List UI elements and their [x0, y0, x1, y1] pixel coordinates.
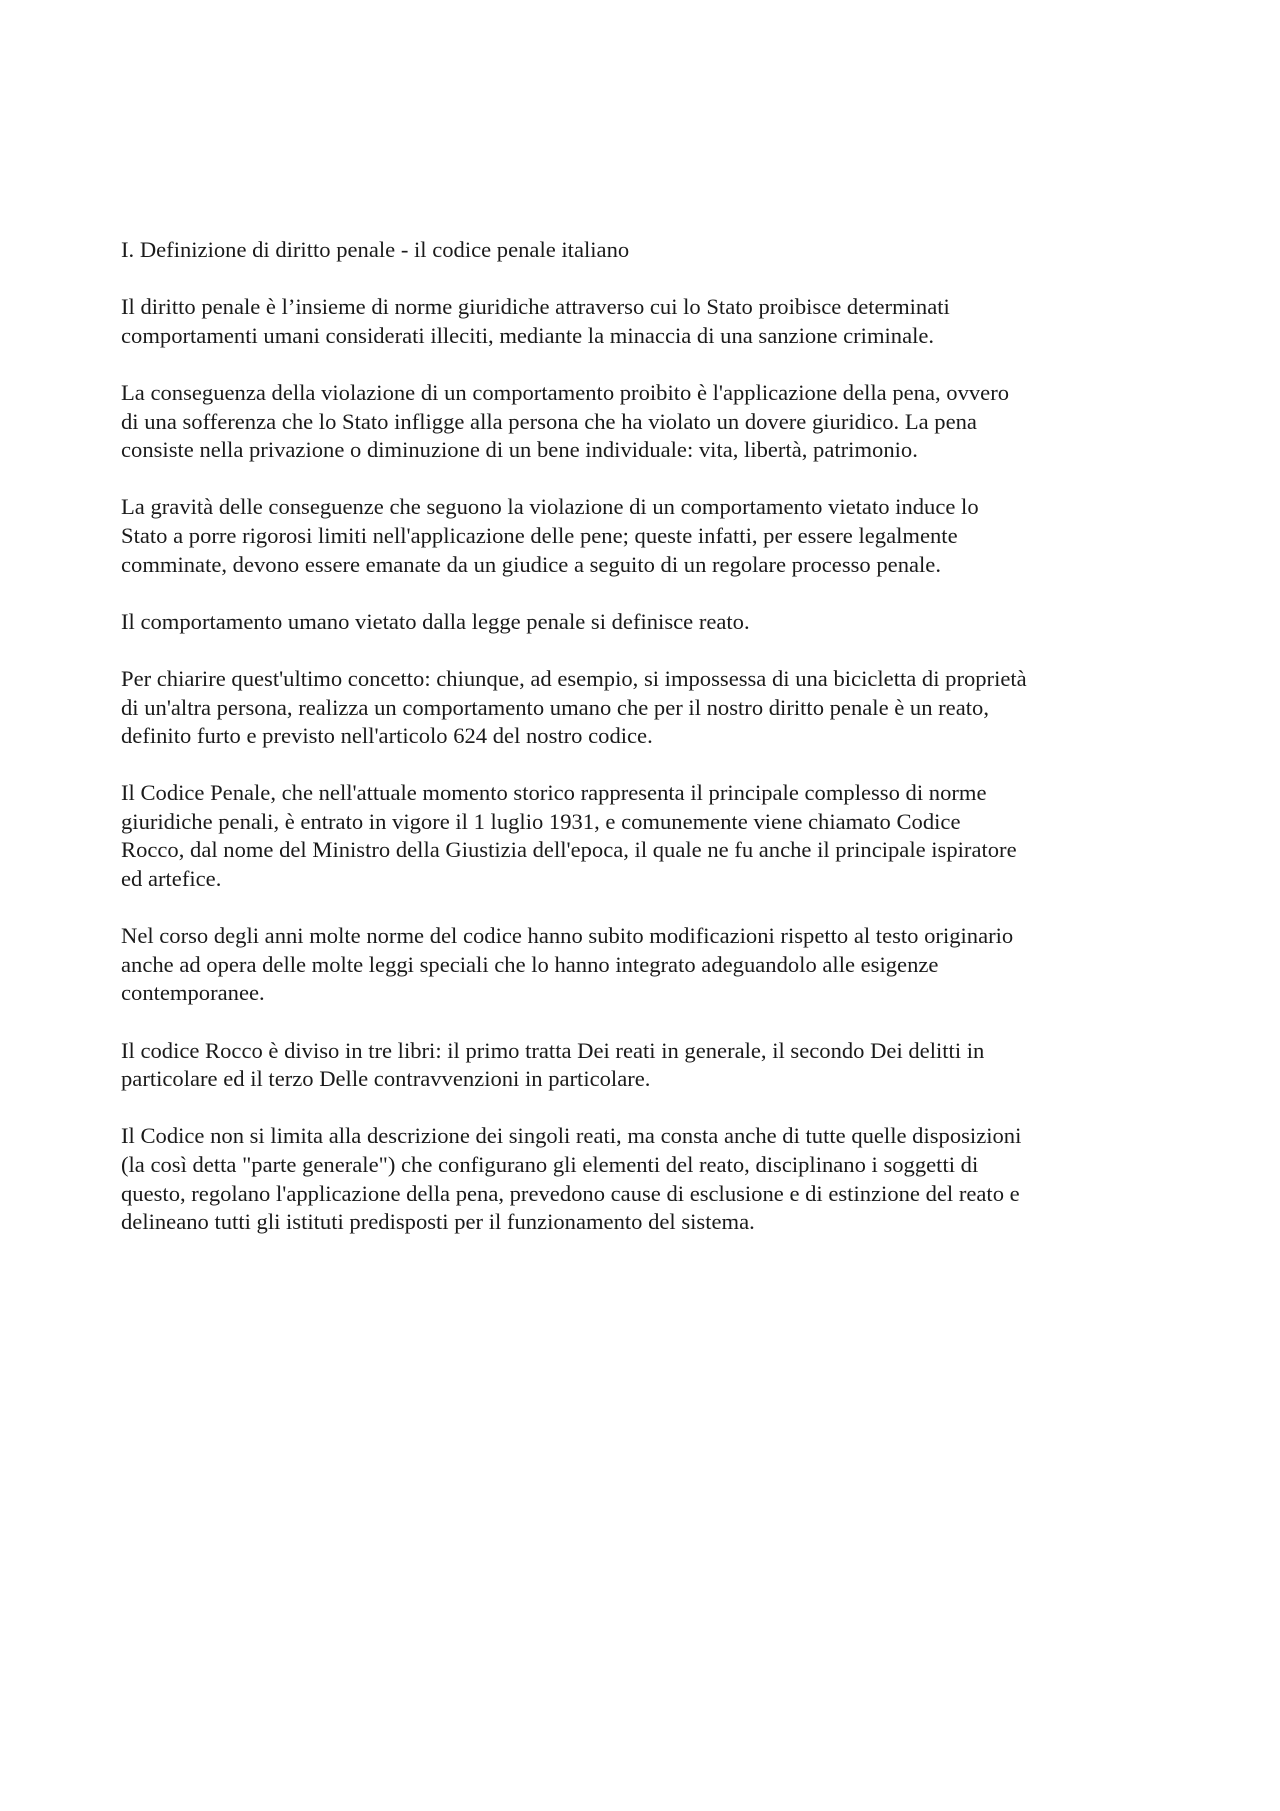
section-heading: I. Definizione di diritto penale - il codice penale italiano [121, 237, 630, 262]
text-line: La conseguenza della violazione di un comportamento proibito è l'applicazione della pena, ovvero [121, 379, 1010, 405]
text-line: Il Codice non si limita alla descrizione dei singoli reati, ma consta anche di tutte quelle disposizioni [121, 1123, 1022, 1149]
text-line: Il diritto penale è l’insieme di norme giuridiche attraverso cui lo Stato proibisce determinati [121, 294, 950, 320]
text-line: La gravità delle conseguenze che seguono la violazione di un comportamento vietato induce lo [121, 494, 979, 520]
text-line: Nel corso degli anni molte norme del codice hanno subito modificazioni rispetto al testo originario [121, 923, 1014, 949]
paragraph [121, 293, 1171, 350]
paragraph [121, 493, 1171, 579]
text-line: Il codice Rocco è diviso in tre libri: il primo tratta Dei reati in generale, il secondo Dei delitti in [121, 1037, 985, 1063]
text-line: di un'altra persona, realizza un comportamento umano che per il nostro diritto penale è un reato, [121, 694, 989, 720]
text-line: comminate, devono essere emanate da un giudice a seguito di un regolare processo penale. [121, 551, 941, 577]
paragraph [121, 1037, 1171, 1094]
text-line: questo, regolano l'applicazione della pena, prevedono cause di esclusione e di estinzione del reato e [121, 1180, 1020, 1206]
paragraph [121, 608, 1171, 637]
paragraph [121, 379, 1171, 465]
text-line: particolare ed il terzo Delle contravvenzioni in particolare. [121, 1066, 651, 1092]
text-line: Il comportamento umano vietato dalla legge penale si definisce reato. [121, 608, 750, 634]
paragraph-list [121, 293, 1171, 1237]
text-line: Per chiarire quest'ultimo concetto: chiunque, ad esempio, si impossessa di una bicicletta di proprietà [121, 665, 1027, 691]
text-line: consiste nella privazione o diminuzione di un bene individuale: vita, libertà, patrimonio. [121, 437, 918, 463]
paragraph [121, 665, 1171, 751]
document-body [121, 236, 1171, 1265]
text-line: contemporanee. [121, 980, 265, 1006]
text-line: giuridiche penali, è entrato in vigore il 1 luglio 1931, e comunemente viene chiamato Codice [121, 808, 961, 834]
text-line: delineano tutti gli istituti predisposti per il funzionamento del sistema. [121, 1209, 755, 1235]
text-line: di una sofferenza che lo Stato infligge alla persona che ha violato un dovere giuridico. La pena [121, 408, 977, 434]
text-line: Stato a porre rigorosi limiti nell'applicazione delle pene; queste infatti, per essere legalmente [121, 522, 958, 548]
paragraph [121, 1122, 1171, 1236]
text-line: ed artefice. [121, 866, 222, 892]
paragraph [121, 922, 1171, 1008]
text-line: Il Codice Penale, che nell'attuale momento storico rappresenta il principale complesso di norme [121, 780, 987, 806]
text-line: comportamenti umani considerati illeciti, mediante la minaccia di una sanzione criminale. [121, 322, 935, 348]
text-line: Rocco, dal nome del Ministro della Giustizia dell'epoca, il quale ne fu anche il principale ispiratore [121, 837, 1017, 863]
text-line: definito furto e previsto nell'articolo 624 del nostro codice. [121, 723, 653, 749]
paragraph [121, 779, 1171, 893]
text-line: (la così detta "parte generale") che configurano gli elementi del reato, disciplinano i soggetti di [121, 1152, 979, 1177]
text-line: anche ad opera delle molte leggi speciali che lo hanno integrato adeguandolo alle esigenze [121, 951, 939, 977]
